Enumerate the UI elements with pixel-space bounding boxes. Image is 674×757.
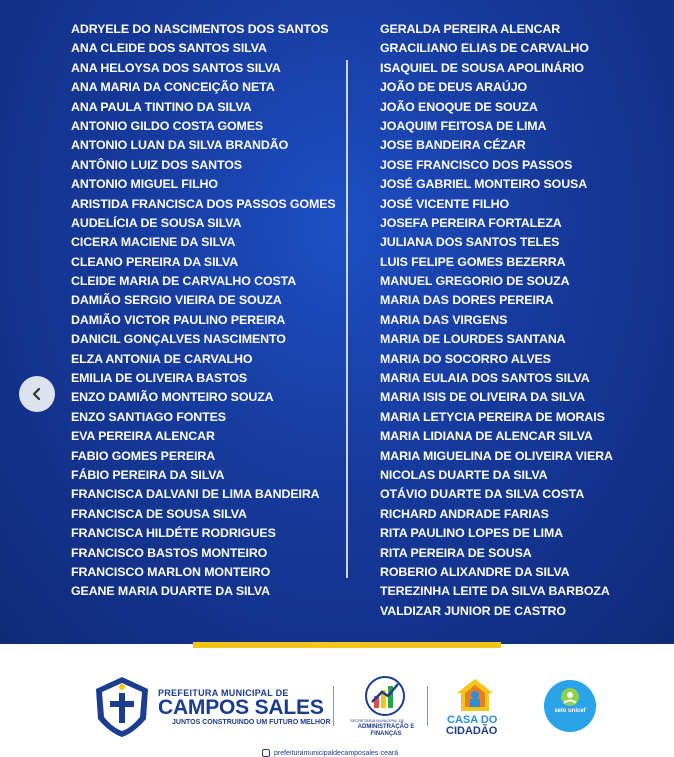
name-item: FRANCISCA HILDÉTE RODRIGUES — [71, 526, 276, 541]
name-item: TEREZINHA LEITE DA SILVA BARBOZA — [380, 584, 610, 599]
footer-separator — [427, 686, 428, 726]
name-item: MARIA EULAIA DOS SANTOS SILVA — [380, 371, 590, 386]
name-item: FRANCISCA DE SOUSA SILVA — [71, 506, 247, 521]
name-item: MARIA DE LOURDES SANTANA — [380, 332, 566, 347]
unicef-seal-logo — [544, 680, 596, 732]
name-item: ANTONIO GILDO COSTA GOMES — [71, 118, 264, 133]
prefeitura-subtitle: PREFEITURA MUNICIPAL DE — [158, 688, 289, 698]
instagram-icon — [262, 749, 270, 757]
name-item: DAMIÃO SERGIO VIEIRA DE SOUZA — [71, 293, 282, 308]
name-item: FRANCISCO MARLON MONTEIRO — [71, 564, 271, 579]
names-column-right — [380, 20, 613, 621]
unicef-seal-icon — [558, 687, 582, 707]
name-item: CICERA MACIENE DA SILVA — [71, 235, 236, 250]
name-item: CLEANO PEREIRA DA SILVA — [71, 254, 239, 269]
name-item: ANA MARIA DA CONCEIÇÃO NETA — [71, 80, 275, 95]
name-item: ENZO SANTIAGO FONTES — [71, 409, 226, 424]
previous-slide-button[interactable] — [19, 376, 55, 412]
name-item: MARIA DAS VIRGENS — [380, 312, 508, 327]
secretaria-small-label: SECRETARIA MUNICIPAL DE — [350, 718, 405, 723]
name-item: ANTONIO LUAN DA SILVA BRANDÃO — [71, 138, 289, 153]
name-item: ANTONIO MIGUEL FILHO — [71, 177, 218, 192]
name-item: VALDIZAR JUNIOR DE CASTRO — [380, 603, 566, 618]
name-item: EVA PEREIRA ALENCAR — [71, 429, 215, 444]
secretaria-label: ADMINISTRAÇÃO E FINANÇAS — [357, 724, 415, 737]
name-item: JOSÉ GABRIEL MONTEIRO SOUSA — [380, 177, 588, 192]
crest-logo-icon — [92, 675, 152, 739]
name-item: MANUEL GREGORIO DE SOUZA — [380, 274, 570, 289]
name-item: JOAQUIM FEITOSA DE LIMA — [380, 118, 547, 133]
name-item: MARIA DAS DORES PEREIRA — [380, 293, 554, 308]
name-item: MARIA MIGUELINA DE OLIVEIRA VIERA — [380, 448, 613, 463]
name-item: RICHARD ANDRADE FARIAS — [380, 506, 549, 521]
name-item: ANA PAULA TINTINO DA SILVA — [71, 99, 252, 114]
name-item: GEANE MARIA DUARTE DA SILVA — [71, 584, 270, 599]
name-item: MARIA ISIS DE OLIVEIRA DA SILVA — [380, 390, 586, 405]
name-item: ELZA ANTONIA DE CARVALHO — [71, 351, 253, 366]
name-item: ENZO DAMIÃO MONTEIRO SOUZA — [71, 390, 274, 405]
name-item: GRACILIANO ELIAS DE CARVALHO — [380, 41, 589, 56]
name-item: ARISTIDA FRANCISCA DOS PASSOS GOMES — [71, 196, 336, 211]
name-item: CLEIDE MARIA DE CARVALHO COSTA — [71, 274, 297, 289]
name-item: ROBERIO ALIXANDRE DA SILVA — [380, 564, 570, 579]
name-item: JOSE BANDEIRA CÉZAR — [380, 138, 526, 153]
unicef-seal-label: selo unicef — [554, 708, 586, 714]
name-item: MARIA DO SOCORRO ALVES — [380, 351, 551, 366]
site-footer — [262, 749, 398, 757]
chevron-left-icon — [30, 387, 44, 401]
site-text: prefeituramunicipaldecamposales·ceará — [274, 749, 399, 757]
name-item: LUIS FELIPE GOMES BEZERRA — [380, 254, 566, 269]
name-item: JULIANA DOS SANTOS TELES — [380, 235, 560, 250]
name-item: ANTÔNIO LUIZ DOS SANTOS — [71, 157, 242, 172]
name-item: JOSE FRANCISCO DOS PASSOS — [380, 157, 573, 172]
prefeitura-title: CAMPOS SALES — [158, 696, 324, 719]
name-item: MARIA LIDIANA DE ALENCAR SILVA — [380, 429, 593, 444]
name-item: OTÁVIO DUARTE DA SILVA COSTA — [380, 487, 585, 502]
name-item: AUDELÍCIA DE SOUSA SILVA — [71, 215, 242, 230]
name-item: JOSEFA PEREIRA FORTALEZA — [380, 215, 562, 230]
house-logo-icon — [455, 677, 495, 713]
casa-cidadao-line1: CASA DO — [447, 714, 498, 726]
name-item: RITA PAULINO LOPES DE LIMA — [380, 526, 564, 541]
prefeitura-slogan: JUNTOS CONSTRUINDO UM FUTURO MELHOR — [172, 719, 331, 726]
casa-cidadao-line2: CIDADÃO — [446, 725, 498, 737]
name-item: RITA PEREIRA DE SOUSA — [380, 545, 532, 560]
column-divider — [346, 60, 348, 578]
footer-separator — [333, 686, 334, 726]
name-item: JOSÉ VICENTE FILHO — [380, 196, 510, 211]
names-column-left — [71, 20, 336, 602]
name-item: ANA HELOYSA DOS SANTOS SILVA — [71, 60, 281, 75]
name-item: ADRYELE DO NASCIMENTOS DOS SANTOS — [71, 22, 329, 36]
name-item: EMILIA DE OLIVEIRA BASTOS — [71, 371, 248, 386]
name-item: NICOLAS DUARTE DA SILVA — [380, 467, 548, 482]
name-item: JOÃO ENOQUE DE SOUZA — [380, 99, 538, 114]
name-item: GERALDA PEREIRA ALENCAR — [380, 22, 561, 36]
name-item: FÁBIO PEREIRA DA SILVA — [71, 467, 225, 482]
name-item: ANA CLEIDE DOS SANTOS SILVA — [71, 41, 267, 56]
name-item: ISAQUIEL DE SOUSA APOLINÁRIO — [380, 60, 584, 75]
name-item: MARIA LETYCIA PEREIRA DE MORAIS — [380, 409, 605, 424]
name-item: JOÃO DE DEUS ARAÚJO — [380, 80, 528, 95]
name-item: DAMIÃO VICTOR PAULINO PEREIRA — [71, 312, 286, 327]
name-item: DANICIL GONÇALVES NASCIMENTO — [71, 332, 286, 347]
name-item: FABIO GOMES PEREIRA — [71, 448, 216, 463]
name-item: FRANCISCA DALVANI DE LIMA BANDEIRA — [71, 487, 320, 502]
name-item: FRANCISCO BASTOS MONTEIRO — [71, 545, 268, 560]
administration-logo-icon — [362, 676, 408, 718]
